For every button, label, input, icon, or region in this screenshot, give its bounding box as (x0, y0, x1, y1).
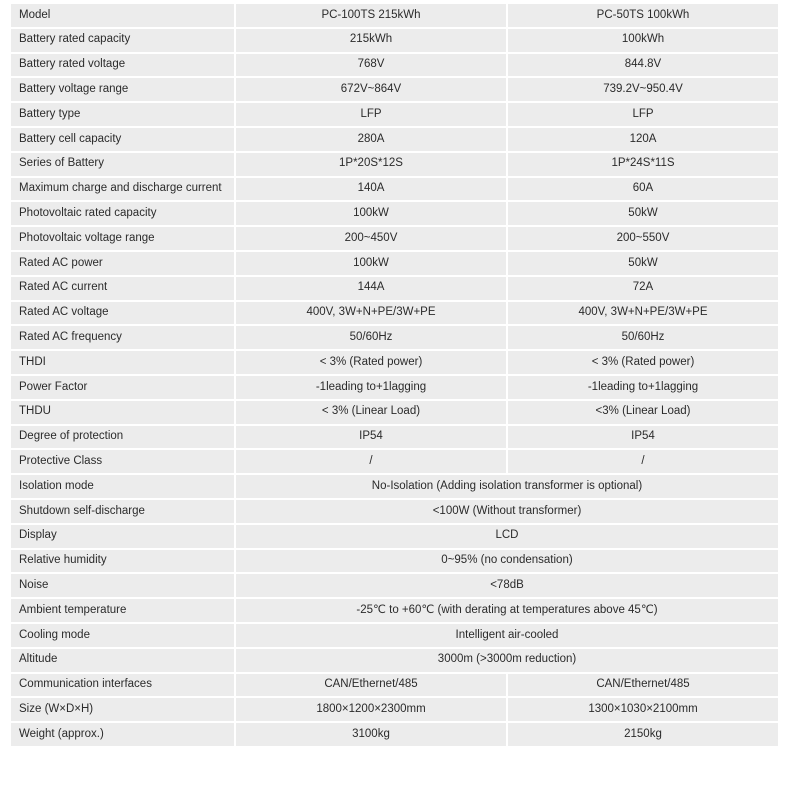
model-b-value-cell: 120A (508, 128, 778, 151)
model-a-value-cell: LFP (236, 103, 506, 126)
model-a-value-cell: < 3% (Linear Load) (236, 401, 506, 424)
parameter-cell: Rated AC power (11, 252, 234, 275)
parameter-cell: Battery voltage range (11, 78, 234, 101)
shared-value-cell: No-Isolation (Adding isolation transformer is optional) (236, 475, 778, 498)
parameter-cell: Shutdown self-discharge (11, 500, 234, 523)
table-row (11, 128, 778, 151)
parameter-cell: Ambient temperature (11, 599, 234, 622)
model-a-value-cell: 215kWh (236, 29, 506, 52)
model-a-value-cell: 100kW (236, 252, 506, 275)
parameter-cell: Battery cell capacity (11, 128, 234, 151)
parameter-cell: Battery rated capacity (11, 29, 234, 52)
header-row (11, 4, 778, 27)
model-b-value-cell: 200~550V (508, 227, 778, 250)
parameter-cell: Photovoltaic rated capacity (11, 202, 234, 225)
parameter-cell: Maximum charge and discharge current (11, 178, 234, 201)
shared-value-cell: LCD (236, 525, 778, 548)
model-b-value-cell: 50kW (508, 202, 778, 225)
model-b-value-cell: 739.2V~950.4V (508, 78, 778, 101)
table-row (11, 326, 778, 349)
parameter-cell: Communication interfaces (11, 674, 234, 697)
parameter-cell: Isolation mode (11, 475, 234, 498)
model-a-value-cell: CAN/Ethernet/485 (236, 674, 506, 697)
table-row (11, 78, 778, 101)
model-a-value-cell: IP54 (236, 426, 506, 449)
parameter-cell: Weight (approx.) (11, 723, 234, 746)
shared-value-cell: Intelligent air-cooled (236, 624, 778, 647)
model-b-value-cell: 400V, 3W+N+PE/3W+PE (508, 302, 778, 325)
table-row (11, 252, 778, 275)
model-a-value-cell: 672V~864V (236, 78, 506, 101)
table-row (11, 426, 778, 449)
table-row (11, 401, 778, 424)
model-a-value-cell: 144A (236, 277, 506, 300)
parameter-cell: Rated AC frequency (11, 326, 234, 349)
parameter-cell: Battery rated voltage (11, 54, 234, 77)
parameter-cell: Power Factor (11, 376, 234, 399)
model-b-value-cell: 60A (508, 178, 778, 201)
model-b-value-cell: 1300×1030×2100mm (508, 698, 778, 721)
table-row (11, 525, 778, 548)
parameter-cell: Protective Class (11, 450, 234, 473)
spec-table (9, 2, 780, 748)
parameter-cell: THDU (11, 401, 234, 424)
shared-value-cell: <100W (Without transformer) (236, 500, 778, 523)
model-a-value-cell: -1leading to+1lagging (236, 376, 506, 399)
spec-table-body (11, 4, 778, 746)
model-b-value-cell: < 3% (Rated power) (508, 351, 778, 374)
table-row (11, 649, 778, 672)
model-b-value-cell: 50kW (508, 252, 778, 275)
parameter-cell: Rated AC current (11, 277, 234, 300)
parameter-cell: Noise (11, 574, 234, 597)
table-row (11, 698, 778, 721)
model-a-value-cell: 200~450V (236, 227, 506, 250)
table-row (11, 674, 778, 697)
table-row (11, 351, 778, 374)
parameter-cell: Display (11, 525, 234, 548)
model-b-value-cell: <3% (Linear Load) (508, 401, 778, 424)
table-row (11, 178, 778, 201)
parameter-cell: Rated AC voltage (11, 302, 234, 325)
table-row (11, 550, 778, 573)
table-row (11, 376, 778, 399)
parameter-cell: THDI (11, 351, 234, 374)
shared-value-cell: -25℃ to +60℃ (with derating at temperatures above 45℃) (236, 599, 778, 622)
table-row (11, 302, 778, 325)
table-row (11, 475, 778, 498)
model-b-value-cell: -1leading to+1lagging (508, 376, 778, 399)
table-row (11, 29, 778, 52)
model-a-value-cell: < 3% (Rated power) (236, 351, 506, 374)
model-a-value-cell: 1800×1200×2300mm (236, 698, 506, 721)
table-row (11, 153, 778, 176)
model-b-value-cell: 2150kg (508, 723, 778, 746)
table-row (11, 624, 778, 647)
model-b-value-cell: LFP (508, 103, 778, 126)
model-b-value-cell: / (508, 450, 778, 473)
shared-value-cell: 3000m (>3000m reduction) (236, 649, 778, 672)
parameter-cell: Degree of protection (11, 426, 234, 449)
model-b-value-cell: IP54 (508, 426, 778, 449)
parameter-cell: Relative humidity (11, 550, 234, 573)
table-row (11, 227, 778, 250)
header-model-b-cell: PC-50TS 100kWh (508, 4, 778, 27)
table-row (11, 277, 778, 300)
parameter-cell: Cooling mode (11, 624, 234, 647)
header-model-a-cell: PC-100TS 215kWh (236, 4, 506, 27)
parameter-cell: Battery type (11, 103, 234, 126)
table-row (11, 54, 778, 77)
model-b-value-cell: 100kWh (508, 29, 778, 52)
parameter-cell: Size (W×D×H) (11, 698, 234, 721)
table-row (11, 599, 778, 622)
model-a-value-cell: 140A (236, 178, 506, 201)
table-row (11, 500, 778, 523)
table-row (11, 202, 778, 225)
shared-value-cell: <78dB (236, 574, 778, 597)
model-a-value-cell: 100kW (236, 202, 506, 225)
model-b-value-cell: 844.8V (508, 54, 778, 77)
model-a-value-cell: 50/60Hz (236, 326, 506, 349)
model-a-value-cell: 1P*20S*12S (236, 153, 506, 176)
model-a-value-cell: / (236, 450, 506, 473)
model-a-value-cell: 768V (236, 54, 506, 77)
table-row (11, 574, 778, 597)
model-a-value-cell: 3100kg (236, 723, 506, 746)
model-b-value-cell: 72A (508, 277, 778, 300)
table-row (11, 103, 778, 126)
shared-value-cell: 0~95% (no condensation) (236, 550, 778, 573)
parameter-cell: Altitude (11, 649, 234, 672)
table-row (11, 450, 778, 473)
table-row (11, 723, 778, 746)
model-a-value-cell: 280A (236, 128, 506, 151)
model-b-value-cell: CAN/Ethernet/485 (508, 674, 778, 697)
model-b-value-cell: 50/60Hz (508, 326, 778, 349)
model-b-value-cell: 1P*24S*11S (508, 153, 778, 176)
parameter-cell: Photovoltaic voltage range (11, 227, 234, 250)
header-parameter-cell: Model (11, 4, 234, 27)
parameter-cell: Series of Battery (11, 153, 234, 176)
model-a-value-cell: 400V, 3W+N+PE/3W+PE (236, 302, 506, 325)
